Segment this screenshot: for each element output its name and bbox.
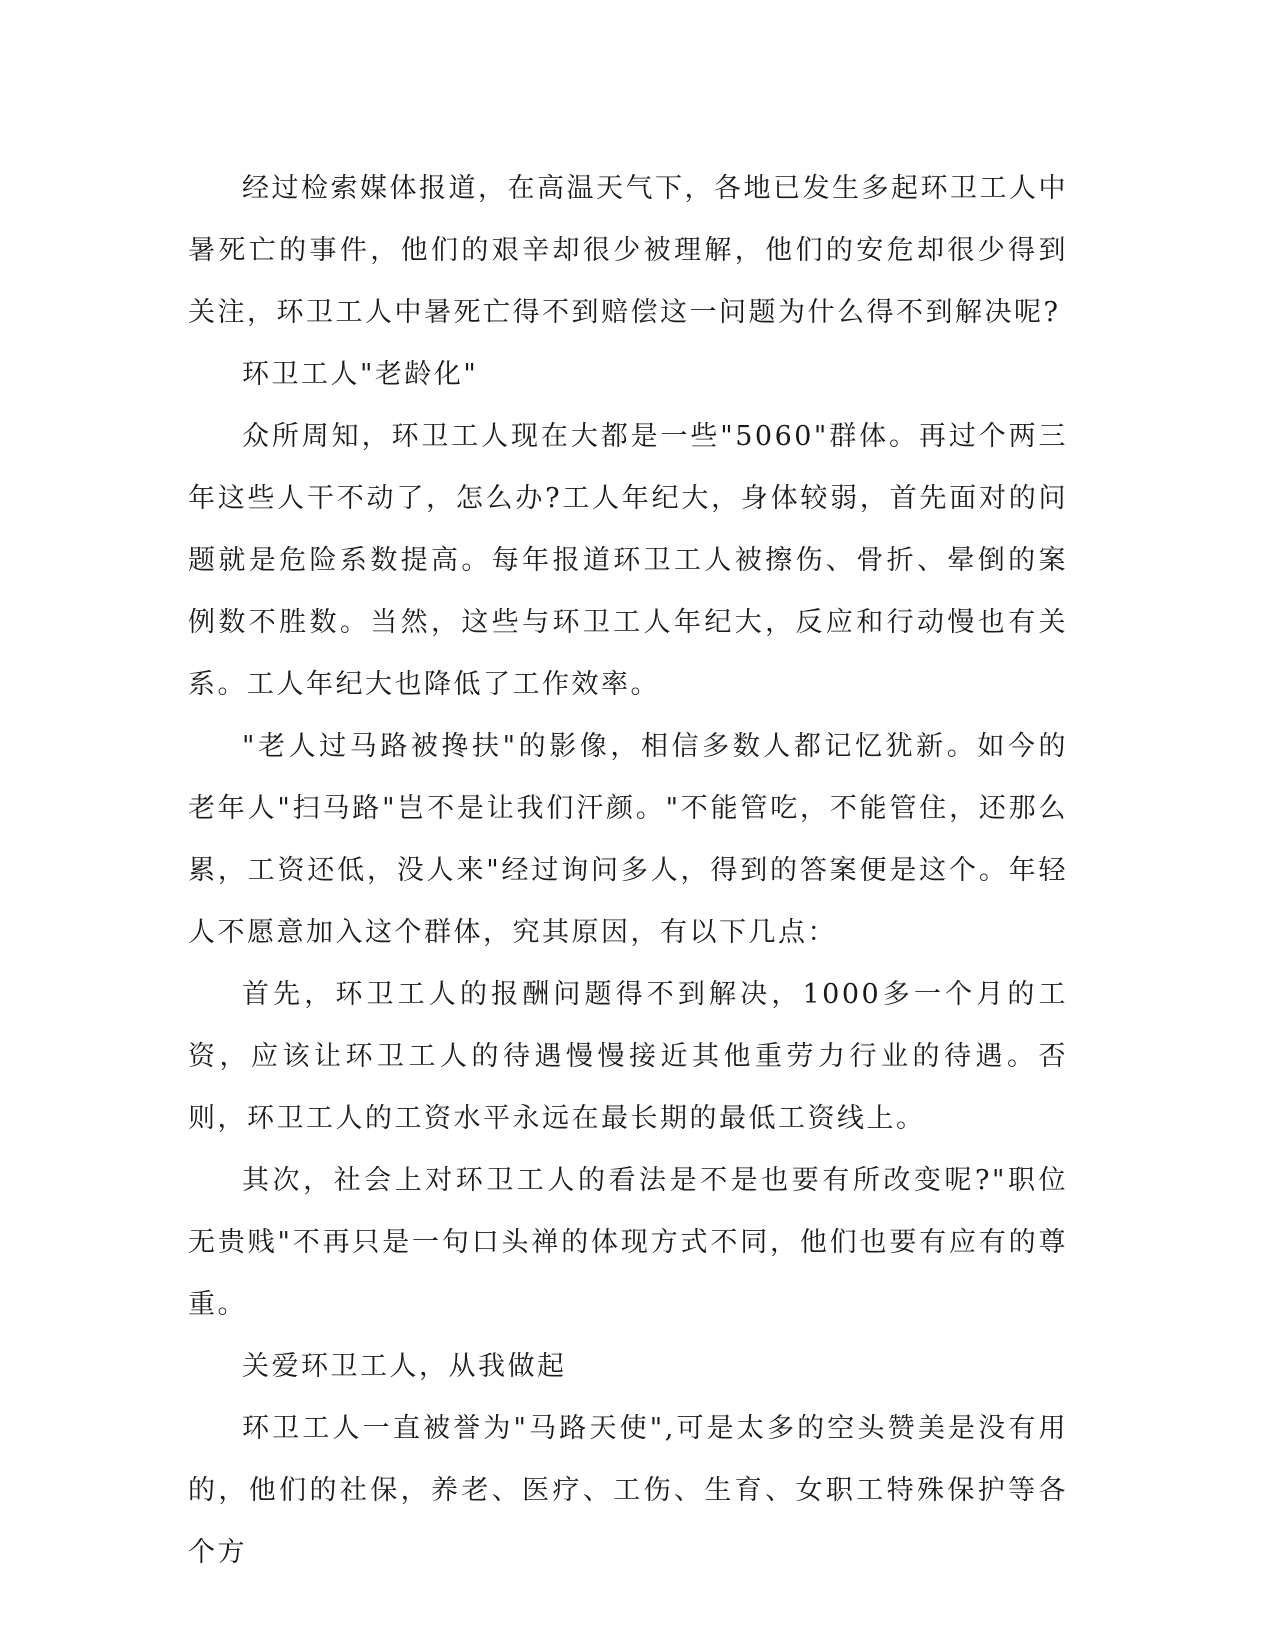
paragraph-first-reason: 首先，环卫工人的报酬问题得不到解决，1000多一个月的工资，应该让环卫工人的待遇慢慢接近其他重劳力行业的待遇。否则，环卫工人的工资水平永远在最长期的最低工资线上。 (188, 979, 1068, 1134)
section-heading-aging: 环卫工人"老龄化" (242, 359, 479, 390)
section-heading-care: 关爱环卫工人，从我做起 (242, 1351, 567, 1382)
paragraph-intro: 经过检索媒体报道，在高温天气下，各地已发生多起环卫工人中暑死亡的事件，他们的艰辛却很少被理解，他们的安危却很少得到关注，环卫工人中暑死亡得不到赔偿这一问题为什么得不到解决呢? (188, 173, 1068, 328)
paragraph-care: 环卫工人一直被誉为"马路天使",可是太多的空头赞美是没有用的，他们的社保，养老、医疗、工伤、生育、女职工特殊保护等各个方 (188, 1413, 1068, 1568)
paragraph-elderly: "老人过马路被搀扶"的影像，相信多数人都记忆犹新。如今的老年人"扫马路"岂不是让我们汗颜。"不能管吃，不能管住，还那么累，工资还低，没人来"经过询问多人，得到的答案便是这个。年轻人不愿意加入这个群体，究其原因，有以下几点： (188, 731, 1068, 948)
paragraph-aging: 众所周知，环卫工人现在大都是一些"5060"群体。再过个两三年这些人干不动了，怎么办?工人年纪大，身体较弱，首先面对的问题就是危险系数提高。每年报道环卫工人被擦伤、骨折、晕倒的案例数不胜数。当然，这些与环卫工人年纪大，反应和行动慢也有关系。工人年纪大也降低了工作效率。 (188, 421, 1068, 700)
document-body (188, 158, 1068, 1584)
paragraph-second-reason: 其次，社会上对环卫工人的看法是不是也要有所改变呢?"职位无贵贱"不再只是一句口头禅的体现方式不同，他们也要有应有的尊重。 (188, 1165, 1068, 1320)
